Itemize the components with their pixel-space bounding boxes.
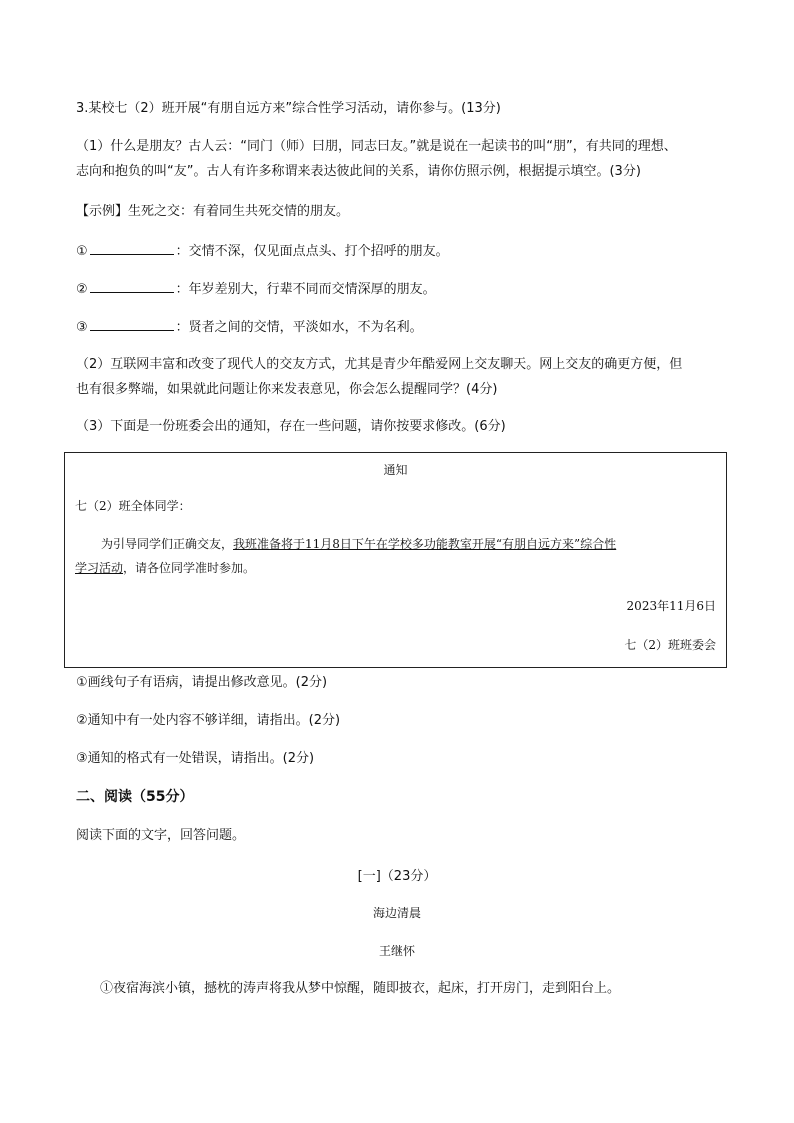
example-line: 【示例】生死之交：有着同生共死交情的朋友。 <box>76 204 350 219</box>
notice-body-end: ，请各位同学准时参加。 <box>123 561 256 575</box>
reading-part-label: [一]（23分） <box>357 869 437 884</box>
notice-signer: 七（2）班班委会 <box>624 638 716 652</box>
answer-blank[interactable] <box>90 316 174 331</box>
item-number: ③ <box>76 320 88 335</box>
part1-line-1: （1）什么是朋友？古人云：“同门（师）曰朋，同志曰友。”就是说在一起读书的叫“朋”，有共同的理想、 <box>76 139 677 154</box>
notice-date: 2023年11月6日 <box>626 599 716 613</box>
sub-question-1: ①画线句子有语病，请提出修改意见。(2分) <box>76 675 328 690</box>
item-text: ：交情不深，仅见面点点头、打个招呼的朋友。 <box>175 244 449 259</box>
part2-line-1: （2）互联网丰富和改变了现代人的交友方式，尤其是青少年酷爱网上交友聊天。网上交友的确更方便，但 <box>76 357 683 372</box>
item-text: ：贤者之间的交情，平淡如水，不为名利。 <box>175 320 423 335</box>
notice-body-line-2 <box>75 559 255 576</box>
question-3-part1 <box>76 134 736 184</box>
notice-box <box>64 452 727 668</box>
question-3-title: 3.某校七（2）班开展“有朋自远方来”综合性学习活动，请你参与。(13分) <box>76 101 501 116</box>
sub-question-2: ②通知中有一处内容不够详细，请指出。(2分) <box>76 713 341 728</box>
part1-line-2: 志向和抱负的叫“友”。古人有许多称谓来表达彼此间的关系，请你仿照示例，根据提示填空。(3分) <box>76 164 641 179</box>
section-heading: 二、阅读（55分） <box>76 789 194 805</box>
answer-blank[interactable] <box>90 278 174 293</box>
answer-blank[interactable] <box>90 240 174 255</box>
article-title: 海边清晨 <box>372 906 421 920</box>
notice-greeting: 七（2）班全体同学： <box>75 499 191 513</box>
item-number: ② <box>76 282 88 297</box>
item-text: ：年岁差别大，行辈不同而交情深厚的朋友。 <box>175 282 436 297</box>
fill-item-2 <box>76 278 436 299</box>
reading-instruction: 阅读下面的文字，回答问题。 <box>76 828 246 843</box>
fill-item-3 <box>76 316 423 337</box>
part2-line-2: 也有很多弊端，如果就此问题让你来发表意见，你会怎么提醒同学？(4分) <box>76 382 498 397</box>
underlined-sentence-part-1: 我班准备将于11月8日下午在学校多功能教室开展“有朋自远方来”综合性 <box>233 537 617 551</box>
item-number: ① <box>76 244 88 259</box>
sub-question-3: ③通知的格式有一处错误，请指出。(2分) <box>76 751 315 766</box>
notice-title: 通知 <box>383 463 408 477</box>
fill-item-1 <box>76 240 449 261</box>
notice-body-line-1 <box>101 535 616 552</box>
article-author: 王继怀 <box>378 944 415 958</box>
question-3-part2 <box>76 352 736 402</box>
question-3-part3: （3）下面是一份班委会出的通知，存在一些问题，请你按要求修改。(6分) <box>76 419 506 434</box>
article-paragraph-1: ①夜宿海滨小镇，撼枕的涛声将我从梦中惊醒，随即披衣，起床，打开房门，走到阳台上。 <box>100 981 621 996</box>
underlined-sentence-part-2: 学习活动 <box>75 561 124 575</box>
notice-body-intro: 为引导同学们正确交友， <box>101 537 234 551</box>
